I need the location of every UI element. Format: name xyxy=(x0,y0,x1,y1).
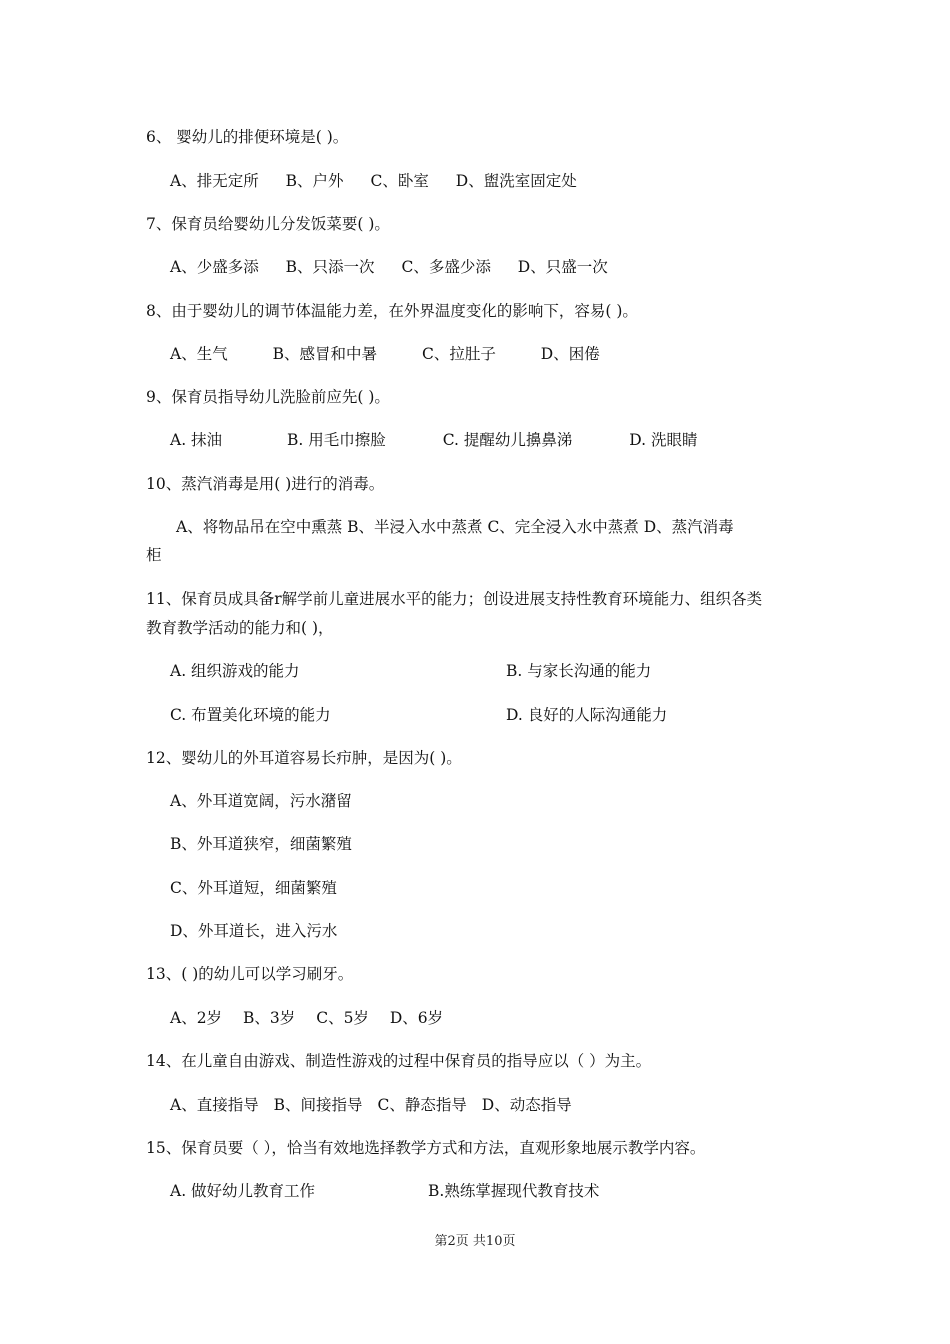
option-c: C、拉肚子 xyxy=(421,345,496,363)
question-14: 14、在儿童自由游戏、制造性游戏的过程中保育员的指导应以（ ）为主。 xyxy=(146,1052,652,1070)
option-b: B. 用毛巾擦脸 xyxy=(287,431,386,449)
question-13-options xyxy=(170,1008,465,1028)
option-d: D、动态指导 xyxy=(481,1096,572,1114)
question-15-option-a: A. 做好幼儿教育工作 xyxy=(170,1182,316,1200)
question-7: 7、保育员给婴幼儿分发饭菜要( )。 xyxy=(146,215,390,233)
option-a: A、生气 xyxy=(170,345,228,363)
page-number-footer: 第2页 共10页 xyxy=(434,1234,516,1249)
option-a: A、直接指导 xyxy=(170,1096,259,1114)
question-11-option-d: D. 良好的人际沟通能力 xyxy=(506,706,668,724)
option-c: C、静态指导 xyxy=(377,1096,467,1114)
question-12-option-b: B、外耳道狭窄，细菌繁殖 xyxy=(170,835,352,853)
option-b: B、只添一次 xyxy=(285,258,375,276)
option-b: B、3岁 xyxy=(243,1009,296,1027)
question-11-option-a: A. 组织游戏的能力 xyxy=(170,662,300,680)
question-12-option-c: C、外耳道短，细菌繁殖 xyxy=(170,879,337,897)
question-8: 8、由于婴幼儿的调节体温能力差，在外界温度变化的影响下，容易( )。 xyxy=(146,302,638,320)
option-c: C、卧室 xyxy=(370,172,429,190)
question-11-option-c: C. 布置美化环境的能力 xyxy=(170,706,331,724)
question-12-option-d: D、外耳道长，进入污水 xyxy=(170,922,338,940)
question-10: 10、蒸汽消毒是用( )进行的消毒。 xyxy=(146,475,385,493)
option-a: A、少盛多添 xyxy=(170,258,259,276)
question-11: 11、保育员成具备r解学前儿童进展水平的能力；创设进展支持性教育环境能力、组织各类 xyxy=(146,590,763,608)
option-a: A、2岁 xyxy=(170,1009,223,1027)
question-10-options-wrap: 柜 xyxy=(146,546,162,564)
option-d: D、困倦 xyxy=(540,345,600,363)
question-9-options xyxy=(170,430,720,450)
option-d: D. 洗眼睛 xyxy=(629,431,698,449)
option-c: C. 提醒幼儿擤鼻涕 xyxy=(442,431,573,449)
option-b: B、间接指导 xyxy=(273,1096,363,1114)
question-10-options: A、将物品吊在空中熏蒸 B、半浸入水中蒸煮 C、完全浸入水中蒸煮 D、蒸汽消毒 xyxy=(176,518,734,536)
question-12-option-a: A、外耳道宽阔，污水潴留 xyxy=(170,792,352,810)
option-b: B、户外 xyxy=(285,172,344,190)
option-d: D、盥洗室固定处 xyxy=(455,172,577,190)
question-8-options xyxy=(170,344,622,364)
option-a: A. 抹油 xyxy=(170,431,223,449)
question-11-wrap: 教育教学活动的能力和( )， xyxy=(146,619,334,637)
option-c: C、5岁 xyxy=(316,1009,369,1027)
question-11-option-b: B. 与家长沟通的能力 xyxy=(506,662,652,680)
question-9: 9、保育员指导幼儿洗脸前应先( )。 xyxy=(146,388,390,406)
question-14-options xyxy=(170,1095,594,1115)
question-7-options xyxy=(170,257,630,277)
question-15: 15、保育员要（ ），恰当有效地选择教学方式和方法，直观形象地展示教学内容。 xyxy=(146,1139,706,1157)
option-d: D、只盛一次 xyxy=(517,258,608,276)
option-b: B、感冒和中暑 xyxy=(272,345,378,363)
option-a: A、排无定所 xyxy=(170,172,259,190)
question-13: 13、( )的幼儿可以学习刷牙。 xyxy=(146,965,354,983)
question-6: 6、 婴幼儿的排便环境是( )。 xyxy=(146,128,349,146)
question-12: 12、婴幼儿的外耳道容易长疖肿，是因为( )。 xyxy=(146,749,462,767)
question-15-option-b: B.熟练掌握现代教育技术 xyxy=(428,1182,600,1200)
option-d: D、6岁 xyxy=(389,1009,444,1027)
option-c: C、多盛少添 xyxy=(401,258,491,276)
question-6-options xyxy=(170,171,599,191)
